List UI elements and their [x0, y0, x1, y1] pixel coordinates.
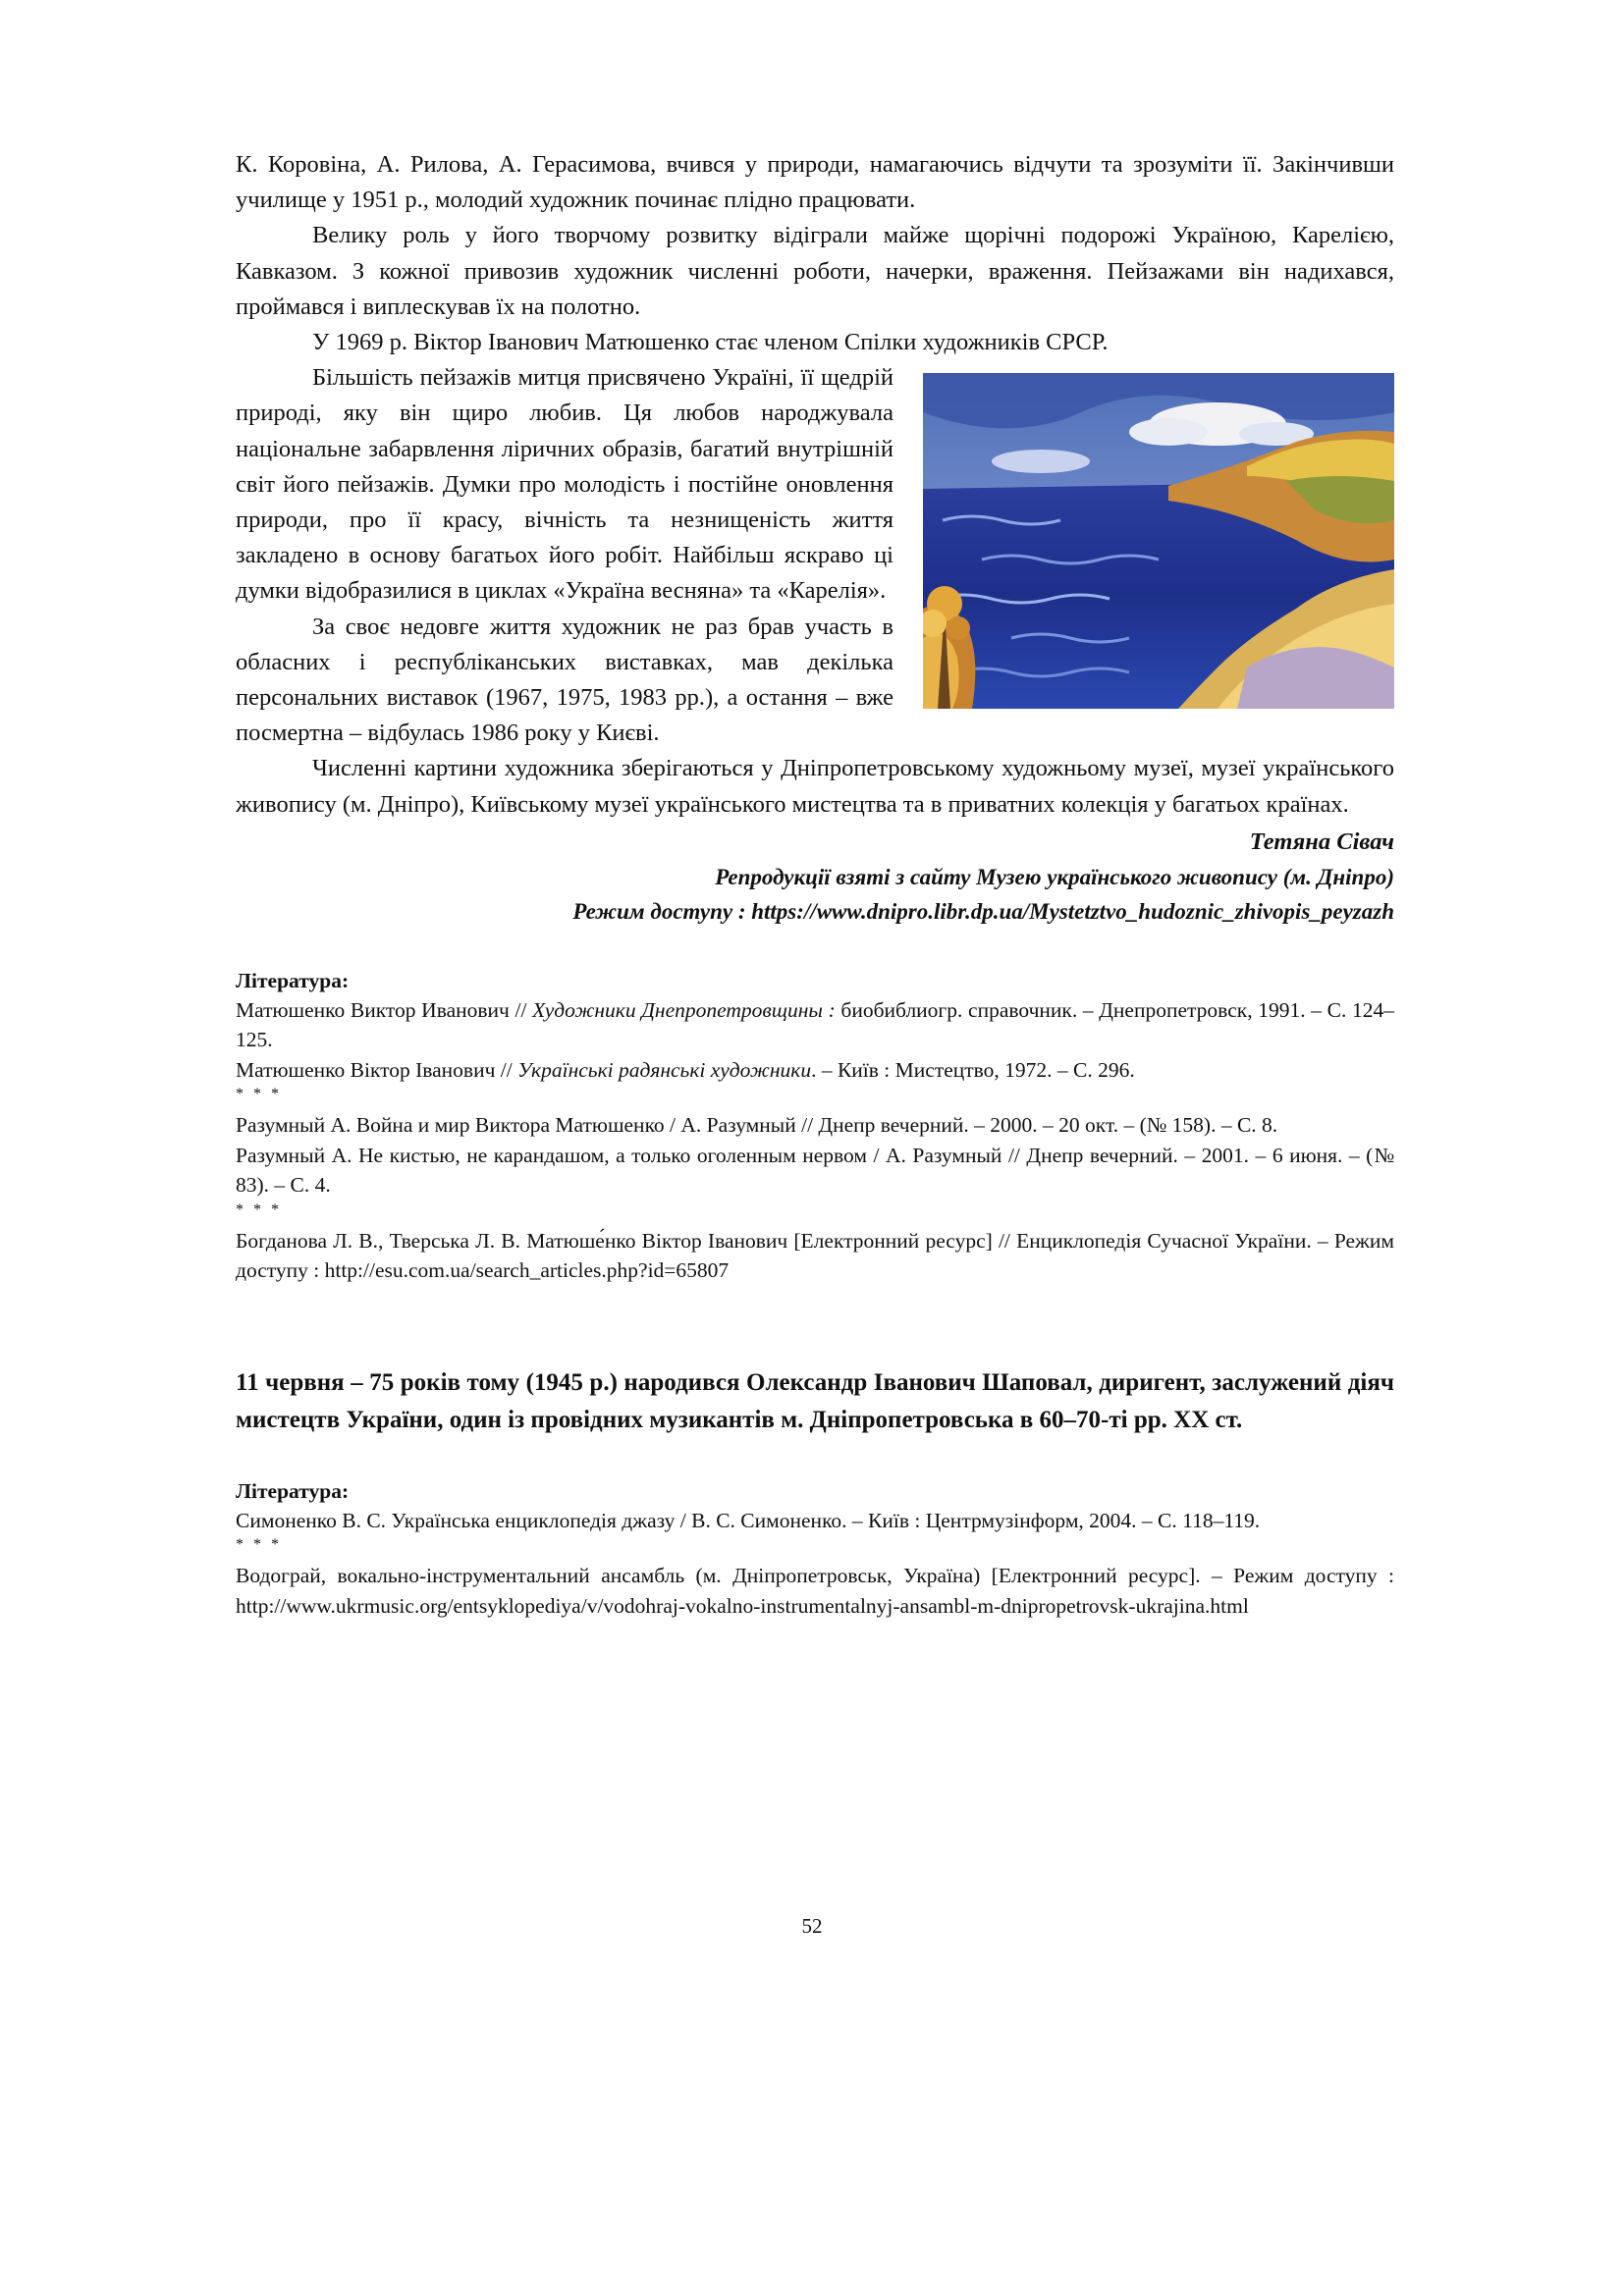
- text-with-painting: [236, 360, 1394, 823]
- article-credits: [236, 825, 1394, 929]
- literature-entry: Симоненко В. С. Українська енциклопедія джазу / В. С. Симоненко. – Київ : Центрмузінформ, 2004. – С. 118–119.: [236, 1508, 1261, 1532]
- separator-stars: * * *: [236, 1201, 282, 1218]
- literature-entry: Богданова Л. В., Тверська Л. В. Матюше́нко Віктор Іванович [Електронний ресурс] // Енциклопедія Сучасної України. – Режим доступу : http://esu.com.ua/search_articles.php?id=65807: [236, 1228, 1394, 1283]
- document-page: [236, 147, 1394, 1621]
- separator-stars: * * *: [236, 1536, 282, 1554]
- literature-entry: Матюшенко Виктор Иванович // Художники Днепропетровщины : биобиблиогр. справочник. – Днепропетровск, 1991. – С. 124–125.: [236, 997, 1395, 1052]
- access-mode: Режим доступу : https://www.dnipro.libr.dp.ua/Mystetztvo_hudoznic_zhivopis_peyzazh: [572, 898, 1394, 924]
- literature-section-2: [236, 1476, 1394, 1622]
- literature-heading-2: Література:: [236, 1478, 350, 1503]
- anniversary-heading: 11 червня – 75 років тому (1945 р.) народився Олександр Іванович Шаповал, диригент, заслужений діяч мистецтв України, один із провідних музикантів м. Дніпропетровська в 60–70-ті рр. ХХ ст.: [236, 1368, 1394, 1433]
- article-author: Тетяна Сівач: [1249, 828, 1394, 855]
- separator-stars: * * *: [236, 1086, 282, 1103]
- literature-section-1: [236, 966, 1394, 1286]
- landscape-painting-image: [923, 373, 1394, 709]
- paragraph-6: Численні картини художника зберігаються у Дніпропетровському художньому музеї, музеї українського живопису (м. Дніпро), Київському музеї українського мистецтва та в приватних колекція у багатьох країнах.: [236, 755, 1394, 818]
- page-number: 52: [801, 1914, 823, 1938]
- paragraph-1: К. Коровіна, А. Рилова, А. Герасимова, вчився у природи, намагаючись відчути та зрозуміти її. Закінчивши училище у 1951 р., молодий художник починає плідно працювати.: [236, 151, 1394, 214]
- paragraph-3: У 1969 р. Віктор Іванович Матюшенко стає членом Спілки художників СРСР.: [312, 329, 1109, 356]
- literature-entry: Водограй, вокально-інструментальний ансамбль (м. Дніпропетровськ, Україна) [Електронний ресурс]. – Режим доступу : http://www.ukrmusic.org/entsyklopediya/v/vodohraj-vokalno-instrumentalnyj-ansambl-m-dnipropetrovsk-ukrajina.html: [236, 1564, 1394, 1618]
- paragraph-2: Велику роль у його творчому розвитку відіграли майже щорічні подорожі Україною, Карелією, Кавказом. З кожної привозив художник численні роботи, начерки, враження. Пейзажами він надихався, проймався і виплескував їх на полотно.: [236, 222, 1394, 320]
- literature-heading-1: Література:: [236, 968, 350, 992]
- reproduction-source: Репродукції взяті з сайту Музею українського живопису (м. Дніпро): [715, 864, 1394, 889]
- paragraph-4: Більшість пейзажів митця присвячено Україні, її щедрій природі, яку він щиро любив. Ця любов народжувала національне забарвлення ліричних образів, багатий внутрішній світ його пейзажів. Думки про молодість і постійне оновлення природи, про її красу, вічність та незнищеність життя закладено в основу багатьох його робіт. Найбільш яскраво ці думки відобразилися в циклах «Україна весняна» та «Карелія».: [236, 364, 893, 605]
- literature-entry: Разумный А. Война и мир Виктора Матюшенко / А. Разумный // Днепр вечерний. – 2000. – 20 окт. – (№ 158). – С. 8.: [236, 1113, 1278, 1138]
- paragraph-5: За своє недовге життя художник не раз брав участь в обласних і республіканських виставках, мав декілька персональних виставок (1967, 1975, 1983 рр.), а остання – вже посмертна – відбулась 1986 року у Києві.: [236, 613, 893, 747]
- literature-entry: Матюшенко Віктор Іванович // Українські радянські художники. – Київ : Мистецтво, 1972. – С. 296.: [236, 1057, 1135, 1082]
- literature-entry: Разумный А. Не кистью, не карандашом, а только оголенным нервом / А. Разумный // Днепр вечерний. – 2001. – 6 июня. – (№ 83). – С. 4.: [236, 1143, 1394, 1198]
